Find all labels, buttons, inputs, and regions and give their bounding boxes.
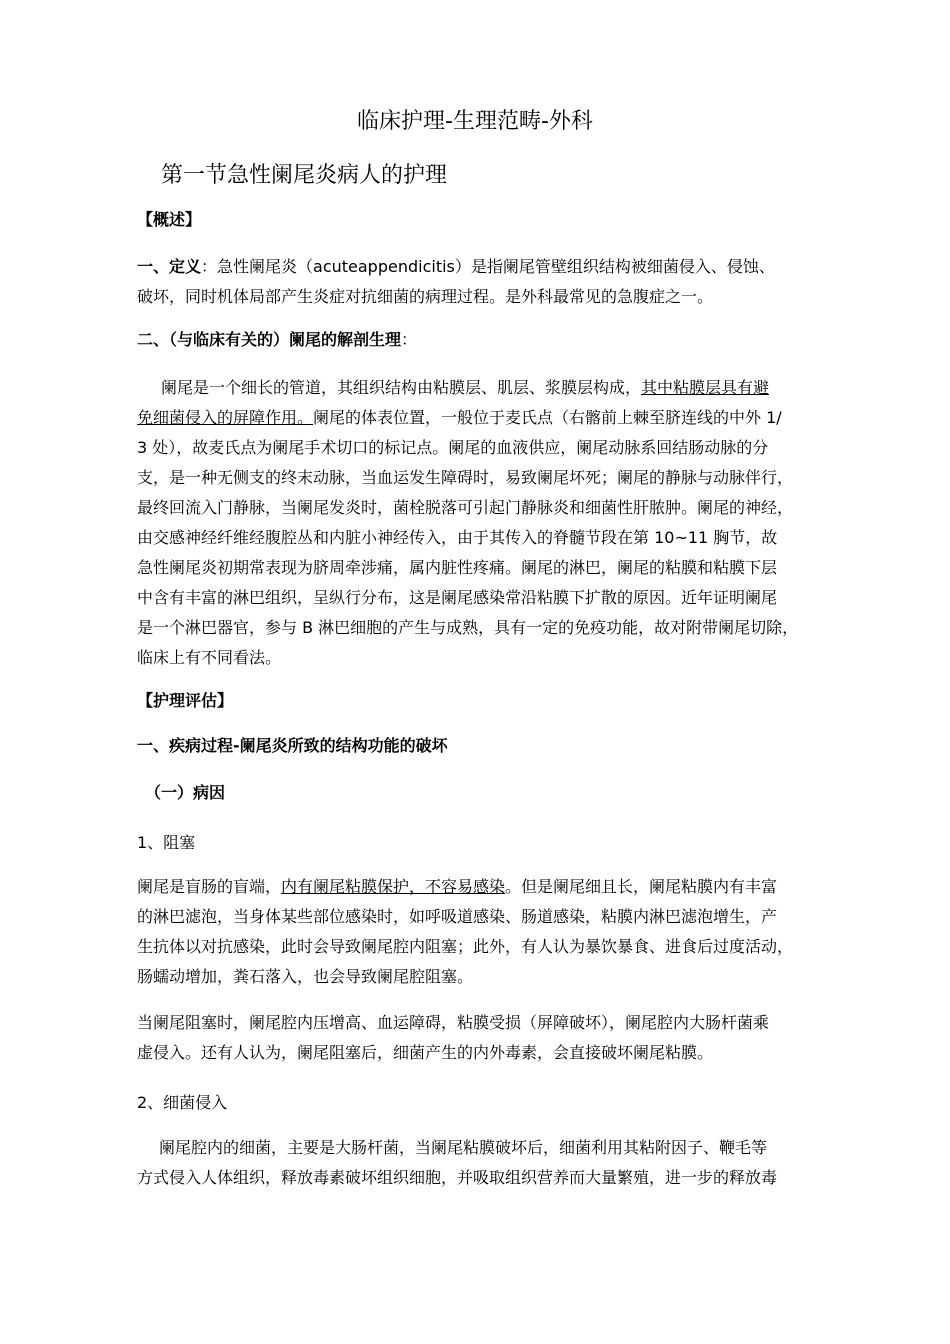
disease-process-heading: 一、疾病过程-阑尾炎所致的结构功能的破坏 [137,736,448,755]
anatomy-line-6: 由交感神经纤维经腹腔丛和内脏小神经传入，由于其传入的脊髓节段在第 10~11 胸节，故 [137,528,778,547]
anatomy-line-9: 是一个淋巴器官，参与 B 淋巴细胞的产生与成熟，具有一定的免疫功能，故对附带阑尾切除， [137,618,799,637]
document-title: 临床护理-生理范畴-外科 [357,109,593,134]
anatomy-paragraph [137,373,835,673]
anatomy-line-5: 最终回流入门静脉，当阑尾发炎时，菌栓脱落可引起门静脉炎和细菌性肝脓肿。阑尾的神经， [137,498,794,517]
obstruction-heading: 1、阻塞 [137,833,196,852]
obstruction-2-line-2: 虚侵入。还有人认为，阑尾阻塞后，细菌产生的内外毒素，会直接破坏阑尾粘膜。 [137,1043,714,1062]
anatomy-line-8: 中含有丰富的淋巴组织，呈纵行分布，这是阑尾感染常沿粘膜下扩散的原因。近年证明阑尾 [137,588,778,607]
definition-label: 一、定义 [137,257,202,276]
bacteria-heading: 2、细菌侵入 [137,1093,228,1112]
anatomy-line-10: 临床上有不同看法。 [137,648,282,667]
obstruction-line-3: 生抗体以对抗感染，此时会导致阑尾腔内阻塞；此外，有人认为暴饮暴食、进食后过度活动， [137,937,794,956]
definition-line-1: 一、定义：急性阑尾炎（acuteappendicitis）是指阑尾管壁组织结构被细菌侵入、侵蚀、 [137,257,775,276]
bacteria-paragraph [137,1133,835,1193]
etiology-heading: （一）病因 [145,783,226,802]
anatomy-heading: 二、（与临床有关的）阑尾的解剖生理： [137,330,418,349]
underlined-text: 其中粘膜层具有避 [641,378,770,397]
overview-heading: 【概述】 [137,210,202,229]
anatomy-line-1: 阑尾是一个细长的管道，其组织结构由粘膜层、肌层、浆膜层构成，其中粘膜层具有避 [161,378,770,397]
anatomy-line-2: 免细菌侵入的屏障作用。阑尾的体表位置，一般位于麦氏点（右髂前上棘至脐连线的中外 1/ [137,408,782,427]
obstruction-paragraph-2 [137,1008,835,1068]
obstruction-paragraph [137,872,835,992]
anatomy-line-4: 支，是一种无侧支的终末动脉，当血运发生障碍时，易致阑尾坏死；阑尾的静脉与动脉伴行， [137,468,794,487]
definition-paragraph [137,252,835,312]
obstruction-line-1: 阑尾是盲肠的盲端，内有阑尾粘膜保护，不容易感染。但是阑尾细且长，阑尾粘膜内有丰富 [137,877,778,896]
definition-line-2: 破坏，同时机体局部产生炎症对抗细菌的病理过程。是外科最常见的急腹症之一。 [137,287,714,306]
section-title: 第一节急性阑尾炎病人的护理 [161,163,448,188]
bacteria-line-1: 阑尾腔内的细菌，主要是大肠杆菌，当阑尾粘膜破坏后，细菌利用其粘附因子、鞭毛等 [159,1138,768,1157]
obstruction-line-4: 肠蠕动增加，粪石落入，也会导致阑尾腔阻塞。 [137,967,474,986]
underlined-text: 免细菌侵入的屏障作用。 [137,408,314,427]
bacteria-line-2: 方式侵入人体组织，释放毒素破坏组织细胞，并吸取组织营养而大量繁殖，进一步的释放毒 [137,1168,778,1187]
assessment-heading: 【护理评估】 [137,691,234,710]
anatomy-line-3: 3 处），故麦氏点为阑尾手术切口的标记点。阑尾的血液供应，阑尾动脉系回结肠动脉的分 [137,438,769,457]
obstruction-line-2: 的淋巴滤泡，当身体某些部位感染时，如呼吸道感染、肠道感染，粘膜内淋巴滤泡增生，产 [137,907,778,926]
anatomy-line-7: 急性阑尾炎初期常表现为脐周牵涉痛，属内脏性疼痛。阑尾的淋巴，阑尾的粘膜和粘膜下层 [137,558,778,577]
obstruction-2-line-1: 当阑尾阻塞时，阑尾腔内压增高、血运障碍，粘膜受损（屏障破坏），阑尾腔内大肠杆菌乘 [137,1013,770,1032]
underlined-text: 内有阑尾粘膜保护，不容易感染 [281,877,506,896]
